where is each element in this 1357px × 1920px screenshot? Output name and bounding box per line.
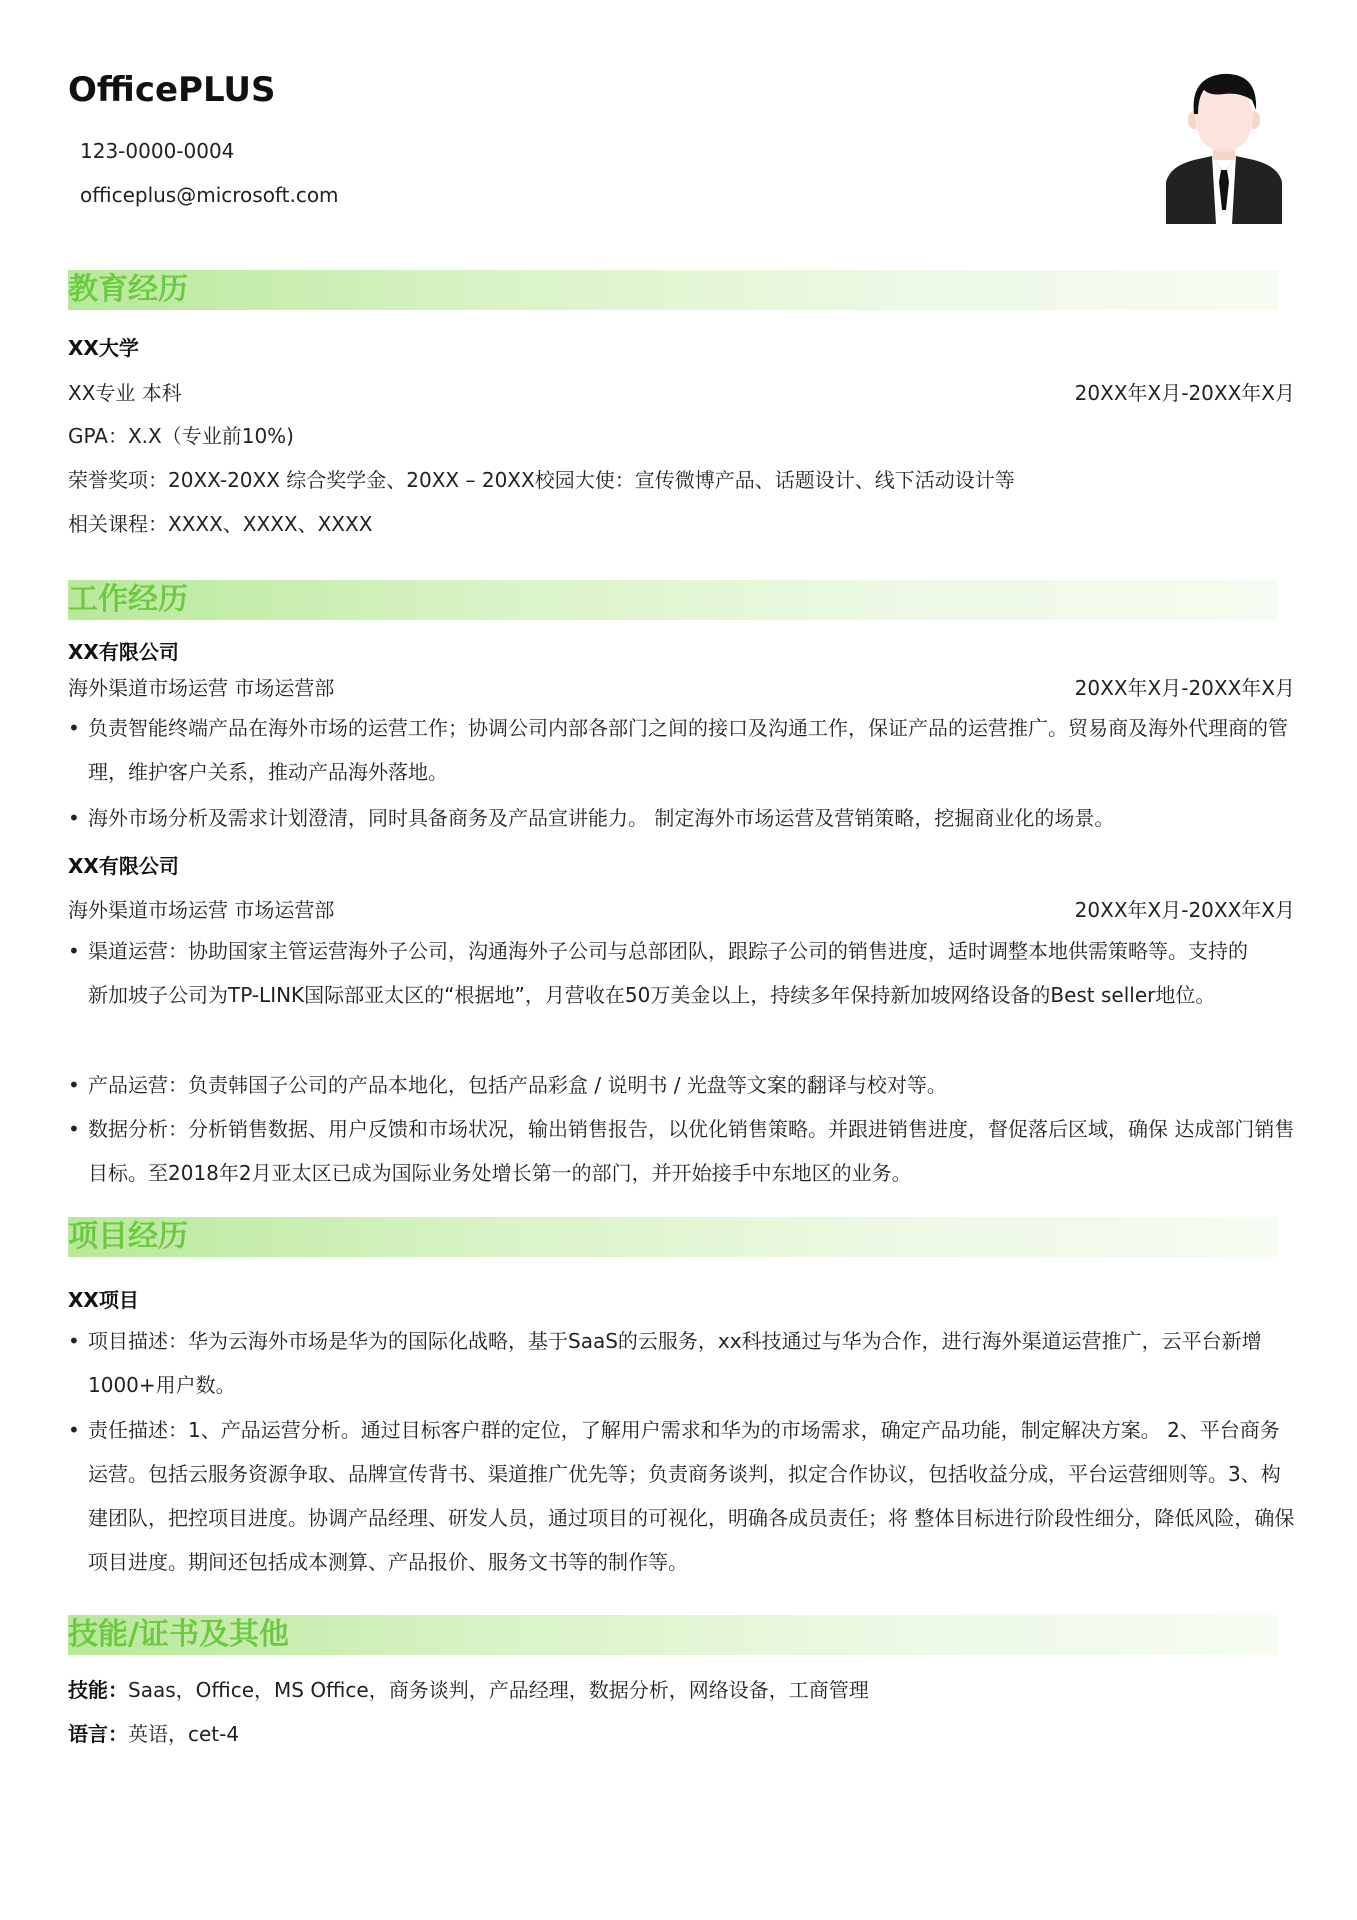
bullet-text: 负责智能终端产品在海外市场的运营工作；协调公司内部各部门之间的接口及沟通工作，保证产品的运营推广。贸易商及海外代理商的管理，维护客户关系，推动产品海外落地。	[88, 716, 1288, 784]
honors: 荣誉奖项：20XX-20XX 综合奖学金、20XX – 20XX校园大使：宣传微博产品、话题设计、线下活动设计等	[68, 468, 1015, 492]
bullet-text: 渠道运营：协助国家主管运营海外子公司，沟通海外子公司与总部团队，跟踪子公司的销售进度，适时调整本地供需策略等。支持的新加坡子公司为TP-LINK国际部亚太区的“根据地”，月营收在50万美金以上，持续多年保持新加坡网络设备的Best seller地位。	[88, 939, 1248, 1007]
bullet-text: 产品运营：负责韩国子公司的产品本地化，包括产品彩盒 / 说明书 / 光盘等文案的翻译与校对等。	[88, 1073, 947, 1097]
job-1-role: 海外渠道市场运营 市场运营部	[68, 676, 335, 700]
project-section-title: 项目经历	[68, 1219, 188, 1254]
skills-row	[68, 1674, 869, 1703]
bullet-dot: •	[68, 939, 80, 963]
job-2-role: 海外渠道市场运营 市场运营部	[68, 898, 335, 922]
language-value: 英语，cet-4	[128, 1722, 240, 1746]
work-section-title: 工作经历	[68, 582, 188, 617]
project-bullet-1	[68, 1319, 1283, 1407]
job-2-bullet-1	[68, 929, 1253, 1017]
bullet-dot: •	[68, 806, 80, 830]
bullet-text: 数据分析：分析销售数据、用户反馈和市场状况，输出销售报告，以优化销售策略。并跟进销售进度，督促落后区域，确保 达成部门销售目标。至2018年2月亚太区已成为国际业务处增长第一的部门，并开始接手中东地区的业务。	[88, 1117, 1295, 1185]
school-name: XX大学	[68, 336, 139, 360]
bullet-dot: •	[68, 1418, 80, 1442]
education-section-title: 教育经历	[68, 272, 188, 307]
skills-section-title: 技能/证书及其他	[68, 1617, 289, 1652]
project-name: XX项目	[68, 1288, 139, 1312]
bullet-text: 责任描述：1、产品运营分析。通过目标客户群的定位，了解用户需求和华为的市场需求，确定产品功能，制定解决方案。 2、平台商务运营。包括云服务资源争取、品牌宣传背书、渠道推广优先等；负责商务谈判，拟定合作协议，包括收益分成，平台运营细则等。3、构建团队，把控项目进度。协调产品经理、研发人员，通过项目的可视化，明确各成员责任；将 整体目标进行阶段性细分，降低风险，确保项目进度。期间还包括成本测算、产品报价、服务文书等的制作等。	[88, 1418, 1295, 1574]
language-label: 语言：	[68, 1722, 128, 1746]
major-degree: XX专业 本科	[68, 381, 182, 405]
job-1-bullet-1	[68, 706, 1298, 794]
project-section-bar	[68, 1217, 1278, 1257]
bullet-dot: •	[68, 716, 80, 740]
education-date: 20XX年X月-20XX年X月	[1074, 381, 1295, 405]
bullet-text: 海外市场分析及需求计划澄清，同时具备商务及产品宣讲能力。 制定海外市场运营及营销策略，挖掘商业化的场景。	[88, 806, 1115, 830]
phone-number: 123-0000-0004	[80, 139, 235, 163]
job-2-date: 20XX年X月-20XX年X月	[1074, 898, 1295, 922]
education-section-bar	[68, 270, 1278, 310]
job-2-company: XX有限公司	[68, 854, 179, 878]
job-1-date: 20XX年X月-20XX年X月	[1074, 676, 1295, 700]
job-2-bullet-2	[68, 1063, 1298, 1107]
courses: 相关课程：XXXX、XXXX、XXXX	[68, 512, 373, 536]
skills-value: Saas，Office，MS Office，商务谈判，产品经理，数据分析，网络设备，工商管理	[128, 1678, 869, 1702]
bullet-dot: •	[68, 1117, 80, 1141]
skills-label: 技能：	[68, 1678, 128, 1702]
project-bullet-2	[68, 1408, 1298, 1584]
language-row	[68, 1718, 239, 1747]
gpa: GPA：X.X（专业前10%)	[68, 424, 294, 448]
avatar	[1166, 70, 1282, 224]
job-1-bullet-2	[68, 796, 1298, 840]
bullet-text: 项目描述：华为云海外市场是华为的国际化战略，基于SaaS的云服务，xx科技通过与华为合作，进行海外渠道运营推广，云平台新增1000+用户数。	[88, 1329, 1262, 1397]
work-section-bar	[68, 580, 1278, 620]
bullet-dot: •	[68, 1329, 80, 1353]
job-2-bullet-3	[68, 1107, 1298, 1195]
bullet-dot: •	[68, 1073, 80, 1097]
candidate-name: OfficePLUS	[68, 70, 276, 110]
job-1-company: XX有限公司	[68, 640, 179, 664]
email-address: officeplus@microsoft.com	[80, 183, 339, 207]
